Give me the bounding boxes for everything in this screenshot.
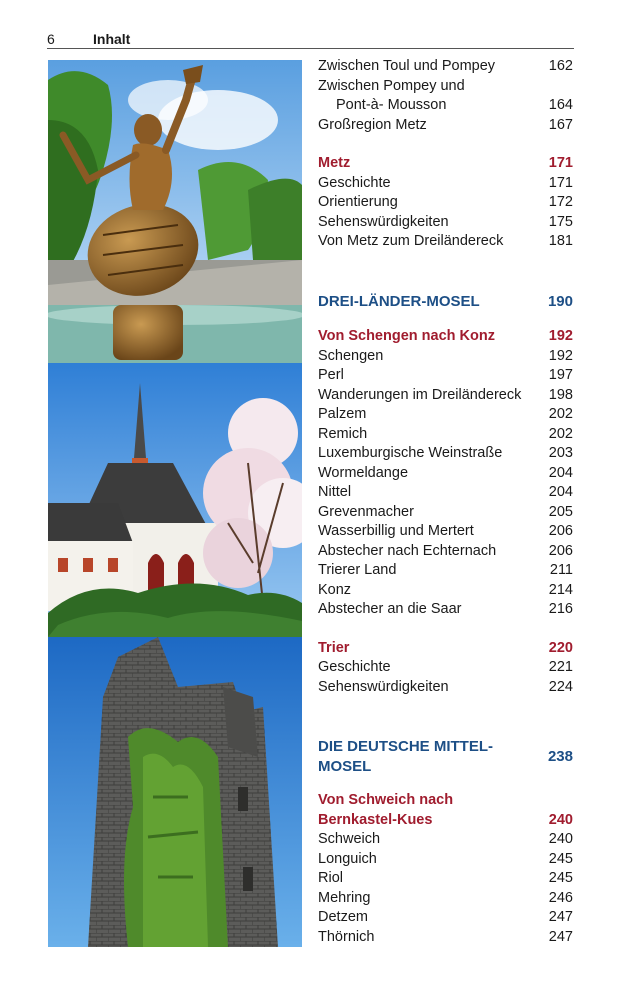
toc-entry-label: Grevenmacher xyxy=(318,503,414,520)
toc-entry-label: DREI-LÄNDER-MOSEL xyxy=(318,292,480,310)
toc-entry-label: Trier xyxy=(318,639,350,656)
toc-entry-label: Detzem xyxy=(318,909,368,925)
toc-entry-label: DIE DEUTSCHE MITTEL- MOSEL xyxy=(318,738,493,775)
tower-ruin-photo xyxy=(48,637,302,947)
table-of-contents xyxy=(318,57,573,947)
toc-page-number: 240 xyxy=(548,811,573,828)
toc-page-number: 171 xyxy=(548,174,573,191)
toc-entry-label: Schengen xyxy=(318,347,384,364)
toc-page-number: 198 xyxy=(548,386,573,403)
toc-page-number: 204 xyxy=(548,464,573,481)
statue-fountain-photo xyxy=(48,60,302,363)
toc-entry-label: Palzem xyxy=(318,406,367,422)
toc-page-number: 202 xyxy=(548,425,573,442)
toc-page-number: 240 xyxy=(548,831,573,847)
toc-page-number: 247 xyxy=(548,909,573,925)
toc-entry xyxy=(318,830,573,850)
toc-page-number: 164 xyxy=(548,97,573,113)
toc-entry xyxy=(318,869,573,889)
toc-spacer xyxy=(318,135,573,154)
church-photo xyxy=(48,363,302,637)
toc-entry xyxy=(318,366,573,386)
toc-entry-label: Remich xyxy=(318,425,368,442)
toc-entry xyxy=(318,581,573,601)
toc-page-number: 181 xyxy=(548,233,573,249)
toc-page-number: 202 xyxy=(548,406,573,422)
toc-page-number: 205 xyxy=(548,503,573,520)
toc-entry xyxy=(318,425,573,445)
toc-page-number: 245 xyxy=(548,870,573,886)
toc-entry-label: Metz xyxy=(318,155,351,171)
toc-entry xyxy=(318,928,573,948)
toc-page-number: 220 xyxy=(548,639,573,656)
toc-entry-label: Geschichte xyxy=(318,659,391,675)
toc-chapter-heading xyxy=(318,639,573,659)
page-number: 6 xyxy=(47,31,55,47)
running-title: Inhalt xyxy=(93,31,131,47)
toc-entry-label: Nittel xyxy=(318,484,352,500)
toc-spacer xyxy=(318,311,573,327)
toc-page-number: 192 xyxy=(548,328,573,344)
toc-page-number: 175 xyxy=(548,213,573,230)
toc-page-number: 214 xyxy=(548,581,573,598)
toc-entry-label: Perl xyxy=(318,367,344,383)
toc-page-number: 172 xyxy=(548,194,573,210)
toc-entry xyxy=(318,57,573,77)
toc-entry-label: Pont-à- Mousson xyxy=(336,97,447,113)
toc-entry-label: Sehenswürdigkeiten xyxy=(318,678,449,695)
toc-page-number: 224 xyxy=(548,678,573,695)
toc-spacer xyxy=(318,252,573,292)
toc-entry-label: Luxemburgische Weinstraße xyxy=(318,445,503,461)
toc-entry-label: Wormeldange xyxy=(318,464,409,481)
toc-entry xyxy=(318,908,573,928)
toc-entry xyxy=(318,678,573,698)
toc-page-number: 206 xyxy=(548,542,573,559)
toc-section-heading xyxy=(318,737,573,775)
toc-spacer xyxy=(318,775,573,791)
toc-entry-label: Thörnich xyxy=(318,928,375,945)
running-header xyxy=(47,30,574,49)
toc-page-number: 171 xyxy=(548,155,573,171)
toc-page-number: 211 xyxy=(549,562,573,578)
toc-chapter-heading xyxy=(318,791,573,811)
toc-entry-label: Trierer Land xyxy=(318,562,397,578)
toc-page-number: 245 xyxy=(548,850,573,867)
toc-entry xyxy=(318,116,573,136)
toc-entry-label: Von Metz zum Dreiländereck xyxy=(318,233,504,249)
toc-entry xyxy=(318,850,573,870)
toc-page-number: 190 xyxy=(547,292,573,310)
toc-entry-label: Riol xyxy=(318,870,343,886)
toc-entry-label: Von Schweich nach xyxy=(318,792,454,808)
toc-entry-label: Abstecher nach Echternach xyxy=(318,542,497,559)
toc-entry-label: Von Schengen nach Konz xyxy=(318,328,495,344)
toc-entry-label: Geschichte xyxy=(318,174,391,191)
toc-chapter-heading xyxy=(318,327,573,347)
toc-entry xyxy=(318,405,573,425)
toc-section-heading xyxy=(318,292,573,312)
toc-entry xyxy=(318,213,573,233)
toc-page-number: 221 xyxy=(548,659,573,675)
toc-entry-label: Zwischen Toul und Pompey xyxy=(318,58,496,74)
toc-page-number: 197 xyxy=(548,367,573,383)
toc-entry xyxy=(318,464,573,484)
toc-entry xyxy=(318,561,573,581)
toc-entry xyxy=(318,193,573,213)
toc-entry-label: Bernkastel-Kues xyxy=(318,811,433,828)
toc-entry xyxy=(318,347,573,367)
toc-entry xyxy=(318,96,573,116)
toc-page-number: 162 xyxy=(548,58,573,74)
toc-page-number: 216 xyxy=(548,601,573,617)
toc-page-number: 238 xyxy=(547,748,573,765)
toc-entry-label: Zwischen Pompey und xyxy=(318,77,465,94)
toc-page-number: 203 xyxy=(548,445,573,461)
toc-entry xyxy=(318,889,573,909)
toc-entry-label: Longuich xyxy=(318,850,377,867)
toc-page-number: 206 xyxy=(548,523,573,539)
toc-entry xyxy=(318,658,573,678)
toc-entry xyxy=(318,600,573,620)
toc-entry-label: Abstecher an die Saar xyxy=(318,601,462,617)
toc-spacer xyxy=(318,620,573,639)
toc-entry xyxy=(318,77,573,97)
toc-entry-label: Orientierung xyxy=(318,194,398,210)
toc-entry-label: Sehenswürdigkeiten xyxy=(318,213,449,230)
toc-entry xyxy=(318,174,573,194)
toc-chapter-heading xyxy=(318,154,573,174)
toc-entry xyxy=(318,522,573,542)
toc-page-number: 192 xyxy=(548,347,573,364)
toc-entry xyxy=(318,232,573,252)
toc-entry-label: Mehring xyxy=(318,889,371,906)
toc-spacer xyxy=(318,697,573,737)
toc-entry-label: Konz xyxy=(318,581,352,598)
toc-entry-label: Schweich xyxy=(318,831,381,847)
toc-page-number: 247 xyxy=(548,928,573,945)
toc-page-number: 167 xyxy=(548,116,573,133)
toc-entry-label: Großregion Metz xyxy=(318,116,427,133)
toc-entry xyxy=(318,503,573,523)
toc-entry xyxy=(318,386,573,406)
toc-page-number: 204 xyxy=(548,484,573,500)
toc-entry-label: Wasserbillig und Mertert xyxy=(318,523,474,539)
toc-entry-label: Wanderungen im Dreiländereck xyxy=(318,386,522,403)
toc-entry xyxy=(318,444,573,464)
toc-entry xyxy=(318,483,573,503)
toc-entry xyxy=(318,542,573,562)
toc-page-number: 246 xyxy=(548,889,573,906)
toc-chapter-heading xyxy=(318,811,573,831)
